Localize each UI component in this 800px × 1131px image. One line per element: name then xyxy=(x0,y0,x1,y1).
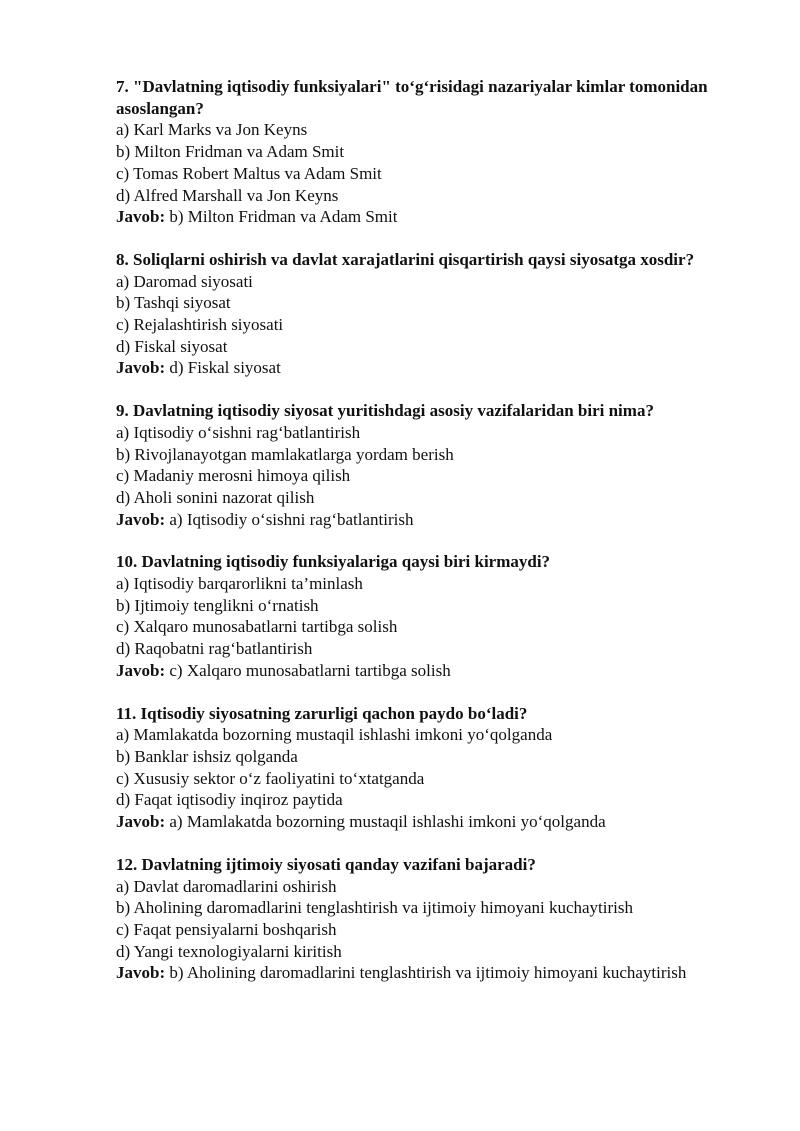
option-c: c) Xalqaro munosabatlarni tartibga solish xyxy=(116,617,398,637)
option-b: b) Milton Fridman va Adam Smit xyxy=(116,142,345,162)
option-a: a) Daromad siyosati xyxy=(116,271,253,291)
option-a: a) Karl Marks va Jon Keyns xyxy=(116,120,308,140)
answer-line xyxy=(116,660,716,682)
question-12 xyxy=(116,854,716,984)
option-c: c) Tomas Robert Maltus va Adam Smit xyxy=(116,163,382,183)
option-b: b) Tashqi siyosat xyxy=(116,293,231,313)
question-title: 9. Davlatning iqtisodiy siyosat yuritishdagi asosiy vazifalaridan biri nima? xyxy=(116,401,654,421)
option-a: a) Iqtisodiy barqarorlikni ta’minlash xyxy=(116,574,363,594)
answer-label: Javob: xyxy=(116,963,166,983)
question-10 xyxy=(116,551,716,681)
option-c: c) Rejalashtirish siyosati xyxy=(116,315,284,335)
answer-label: Javob: xyxy=(116,509,166,529)
option-a: a) Davlat daromadlarini oshirish xyxy=(116,876,337,896)
answer-text: a) Mamlakatda bozorning mustaqil ishlashi imkoni yo‘qolganda xyxy=(165,812,606,832)
question-7 xyxy=(116,76,716,228)
answer-text: d) Fiskal siyosat xyxy=(165,358,281,378)
answer-line xyxy=(116,962,716,984)
option-d: d) Yangi texnologiyalarni kiritish xyxy=(116,941,342,961)
option-b: b) Ijtimoiy tenglikni o‘rnatish xyxy=(116,595,319,615)
question-title: 10. Davlatning iqtisodiy funksiyalariga qaysi biri kirmaydi? xyxy=(116,552,551,572)
answer-label: Javob: xyxy=(116,660,166,680)
option-c: c) Faqat pensiyalarni boshqarish xyxy=(116,919,337,939)
answer-text: b) Aholining daromadlarini tenglashtirish va ijtimoiy himoyani kuchaytirish xyxy=(165,963,687,983)
option-d: d) Alfred Marshall va Jon Keyns xyxy=(116,185,339,205)
option-b: b) Rivojlanayotgan mamlakatlarga yordam berish xyxy=(116,444,454,464)
document-page xyxy=(116,76,716,1005)
question-9 xyxy=(116,400,716,530)
answer-line xyxy=(116,811,716,833)
answer-label: Javob: xyxy=(116,812,166,832)
option-b: b) Aholining daromadlarini tenglashtirish va ijtimoiy himoyani kuchaytirish xyxy=(116,898,634,918)
question-title: 12. Davlatning ijtimoiy siyosati qanday vazifani bajaradi? xyxy=(116,854,536,874)
option-d: d) Aholi sonini nazorat qilish xyxy=(116,487,315,507)
option-b: b) Banklar ishsiz qolganda xyxy=(116,746,298,766)
answer-label: Javob: xyxy=(116,358,166,378)
option-c: c) Xususiy sektor o‘z faoliyatini to‘xtatganda xyxy=(116,768,425,788)
question-title: 7. "Davlatning iqtisodiy funksiyalari" to‘g‘risidagi nazariyalar kimlar tomonidan asoslangan? xyxy=(116,77,708,118)
option-d: d) Fiskal siyosat xyxy=(116,336,228,356)
option-a: a) Mamlakatda bozorning mustaqil ishlashi imkoni yo‘qolganda xyxy=(116,725,553,745)
option-a: a) Iqtisodiy o‘sishni rag‘batlantirish xyxy=(116,422,361,442)
option-d: d) Raqobatni rag‘batlantirish xyxy=(116,639,313,659)
answer-line xyxy=(116,357,716,379)
question-11 xyxy=(116,703,716,833)
answer-line xyxy=(116,509,716,531)
question-title: 8. Soliqlarni oshirish va davlat xarajatlarini qisqartirish qaysi siyosatga xosdir? xyxy=(116,249,695,269)
question-8 xyxy=(116,249,716,379)
answer-text: b) Milton Fridman va Adam Smit xyxy=(165,207,398,227)
answer-line xyxy=(116,206,716,228)
answer-text: c) Xalqaro munosabatlarni tartibga solish xyxy=(165,660,451,680)
option-c: c) Madaniy merosni himoya qilish xyxy=(116,466,351,486)
answer-text: a) Iqtisodiy o‘sishni rag‘batlantirish xyxy=(165,509,414,529)
option-d: d) Faqat iqtisodiy inqiroz paytida xyxy=(116,790,343,810)
question-title: 11. Iqtisodiy siyosatning zarurligi qachon paydo bo‘ladi? xyxy=(116,703,528,723)
answer-label: Javob: xyxy=(116,207,166,227)
